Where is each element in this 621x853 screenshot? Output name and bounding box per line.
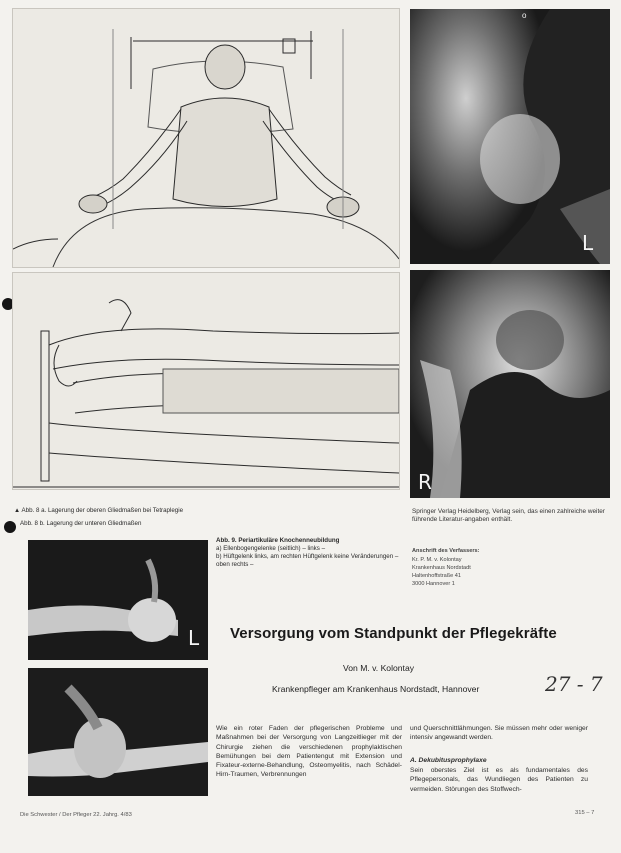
punch-hole-bottom bbox=[4, 521, 16, 533]
hip-xray-top bbox=[410, 9, 610, 264]
figure-9-caption-a: a) Ellenbogengelenke (seitlich) – links – bbox=[216, 545, 326, 552]
figure-8a-caption: ▲ Abb. 8 a. Lagerung der oberen Gliedmaßen bei Tetraplegie bbox=[14, 507, 184, 514]
address-line-4: 3000 Hannover 1 bbox=[412, 581, 455, 587]
address-line-3: Haltenhoffstraße 41 bbox=[412, 573, 462, 579]
address-line-2: Krankenhaus Nordstadt bbox=[412, 565, 471, 571]
body-column-1: Wie ein roter Faden der pflegerischen Probleme und Maßnahmen bei der Versorgung von Langzeitlieger mit der Chirurgie ziehen die verschiedenen prophylaktischen Bemühungen bei dem Patientengut mit Extension und Fixateur-externe-Behandlung, Osteomyelitis, nach Schädel-Hirn-Traumen, Verbrennungen bbox=[216, 725, 402, 779]
figure-9-caption-title: Abb. 9. Periartikuläre Knochenneubildung bbox=[216, 537, 340, 544]
footer-page-number: 315 – 7 bbox=[575, 810, 595, 816]
figure-8a-illustration bbox=[12, 8, 400, 268]
publisher-note: Springer Verlag Heidelberg, Verlag sein, das einen zahlreiche weiter führende Literatur-angaben enthält. bbox=[412, 508, 605, 524]
address-line-1: Kr. P. M. v. Kolontay bbox=[412, 557, 462, 563]
figure-8b-caption: Abb. 8 b. Lagerung der unteren Gliedmaßen bbox=[20, 520, 142, 527]
footer-journal: Die Schwester / Der Pfleger 22. Jahrg. 4/83 bbox=[20, 812, 132, 818]
body-column-2-intro: und Querschnittlähmungen. Sie müssen mehr oder weniger intensiv angewandt werden. bbox=[410, 725, 588, 742]
elbow-xray-top bbox=[28, 540, 208, 660]
xray-label-r: R bbox=[418, 470, 432, 494]
body-column-2-text: Sein oberstes Ziel ist es als fundamentales des Pflegepersonals, das Wundliegen des Patienten zu vermeiden. Störungen des Stoffwech- bbox=[410, 767, 588, 793]
article-author: Von M. v. Kolontay bbox=[343, 663, 415, 673]
elbow-xray-label: L bbox=[188, 626, 200, 650]
body-column-2-heading: A. Dekubitusprophylaxe bbox=[410, 757, 487, 764]
elbow-xray-bottom bbox=[28, 668, 208, 796]
xray-label-l: L bbox=[582, 231, 594, 255]
figure-8b-drawing bbox=[13, 273, 399, 489]
figure-8b-illustration bbox=[12, 272, 400, 490]
address-heading: Anschrift des Verfassers: bbox=[412, 548, 480, 554]
article-title: Versorgung vom Standpunkt der Pflegekräfte bbox=[230, 625, 557, 642]
hip-xray-bottom bbox=[410, 270, 610, 498]
xray-top-mark: o bbox=[522, 11, 527, 20]
article-affiliation: Krankenpfleger am Krankenhaus Nordstadt, Hannover bbox=[272, 684, 480, 694]
figure-9-caption-b: b) Hüftgelenk links, am rechten Hüftgelenk keine Veränderungen – oben rechts – bbox=[216, 553, 399, 568]
figure-8a-drawing bbox=[13, 9, 399, 267]
handwritten-note: 27 - 7 bbox=[545, 672, 603, 696]
